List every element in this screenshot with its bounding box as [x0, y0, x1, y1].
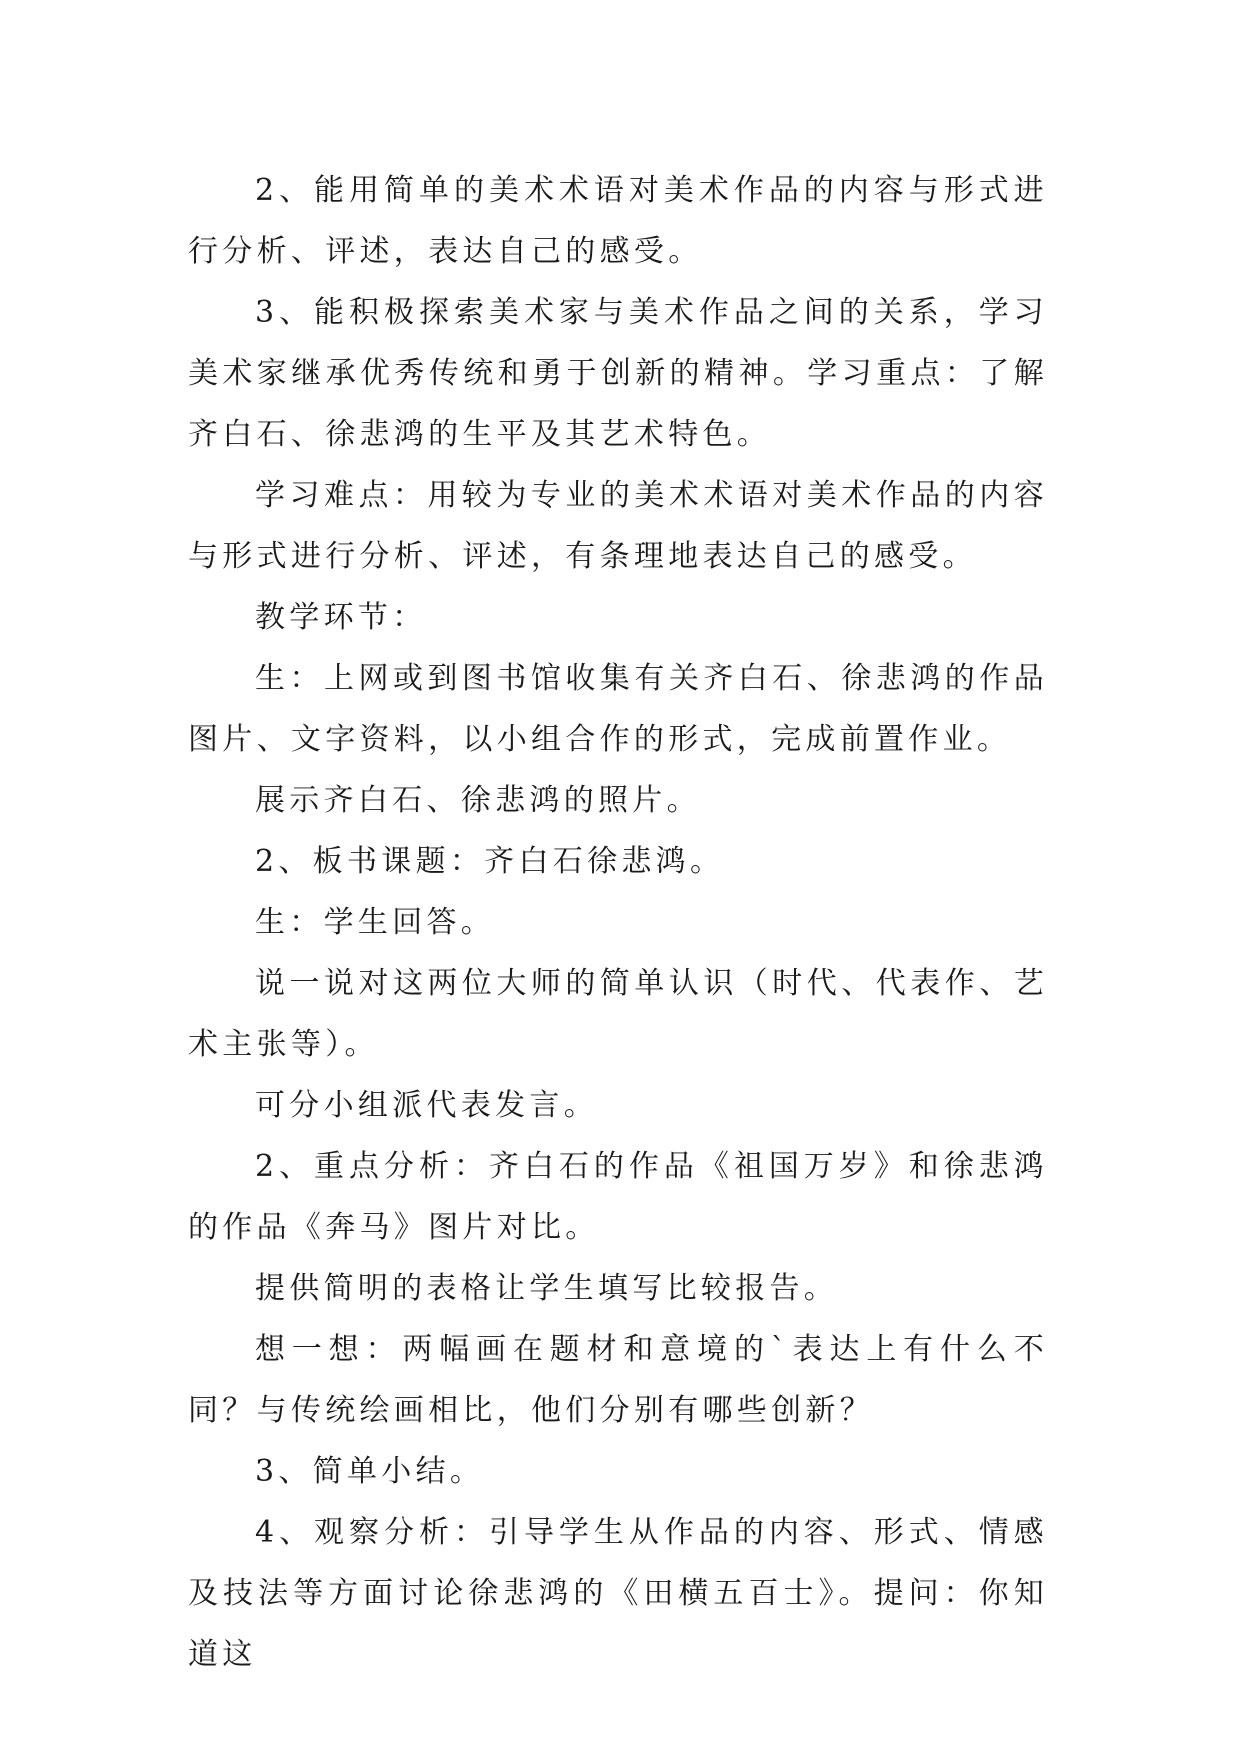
paragraph: 2、重点分析：齐白石的作品《祖国万岁》和徐悲鸿的作品《奔马》图片对比。: [188, 1149, 1048, 1245]
paragraph: 3、能积极探索美术家与美术作品之间的关系，学习美术家继承优秀传统和勇于创新的精神。学习重点：了解齐白石、徐悲鸿的生平及其艺术特色。: [188, 295, 1048, 452]
paragraph: 教学环节：: [255, 600, 427, 635]
paragraph: 提供简明的表格让学生填写比较报告。: [255, 1271, 839, 1306]
paragraph: 学习难点：用较为专业的美术术语对美术作品的内容与形式进行分析、评述，有条理地表达自己的感受。: [188, 478, 1048, 574]
paragraph: 生：上网或到图书馆收集有关齐白石、徐悲鸿的作品图片、文字资料，以小组合作的形式，完成前置作业。: [188, 661, 1048, 757]
paragraph: 4、观察分析：引导学生从作品的内容、形式、情感及技法等方面讨论徐悲鸿的《田横五百士》。提问：你知道这: [188, 1515, 1048, 1672]
paragraph: 想一想：两幅画在题材和意境的`表达上有什么不同？与传统绘画相比，他们分别有哪些创新？: [188, 1332, 1048, 1428]
paragraph: 展示齐白石、徐悲鸿的照片。: [255, 783, 701, 818]
paragraph: 2、板书课题：齐白石徐悲鸿。: [255, 844, 725, 879]
paragraph: 2、能用简单的美术术语对美术作品的内容与形式进行分析、评述，表达自己的感受。: [188, 173, 1048, 269]
paragraph: 生：学生回答。: [255, 905, 496, 940]
paragraph: 3、简单小结。: [255, 1454, 485, 1489]
paragraph: 说一说对这两位大师的简单认识（时代、代表作、艺术主张等）。: [188, 966, 1048, 1062]
paragraph: 可分小组派代表发言。: [255, 1088, 598, 1123]
document-page: [188, 160, 1048, 1685]
